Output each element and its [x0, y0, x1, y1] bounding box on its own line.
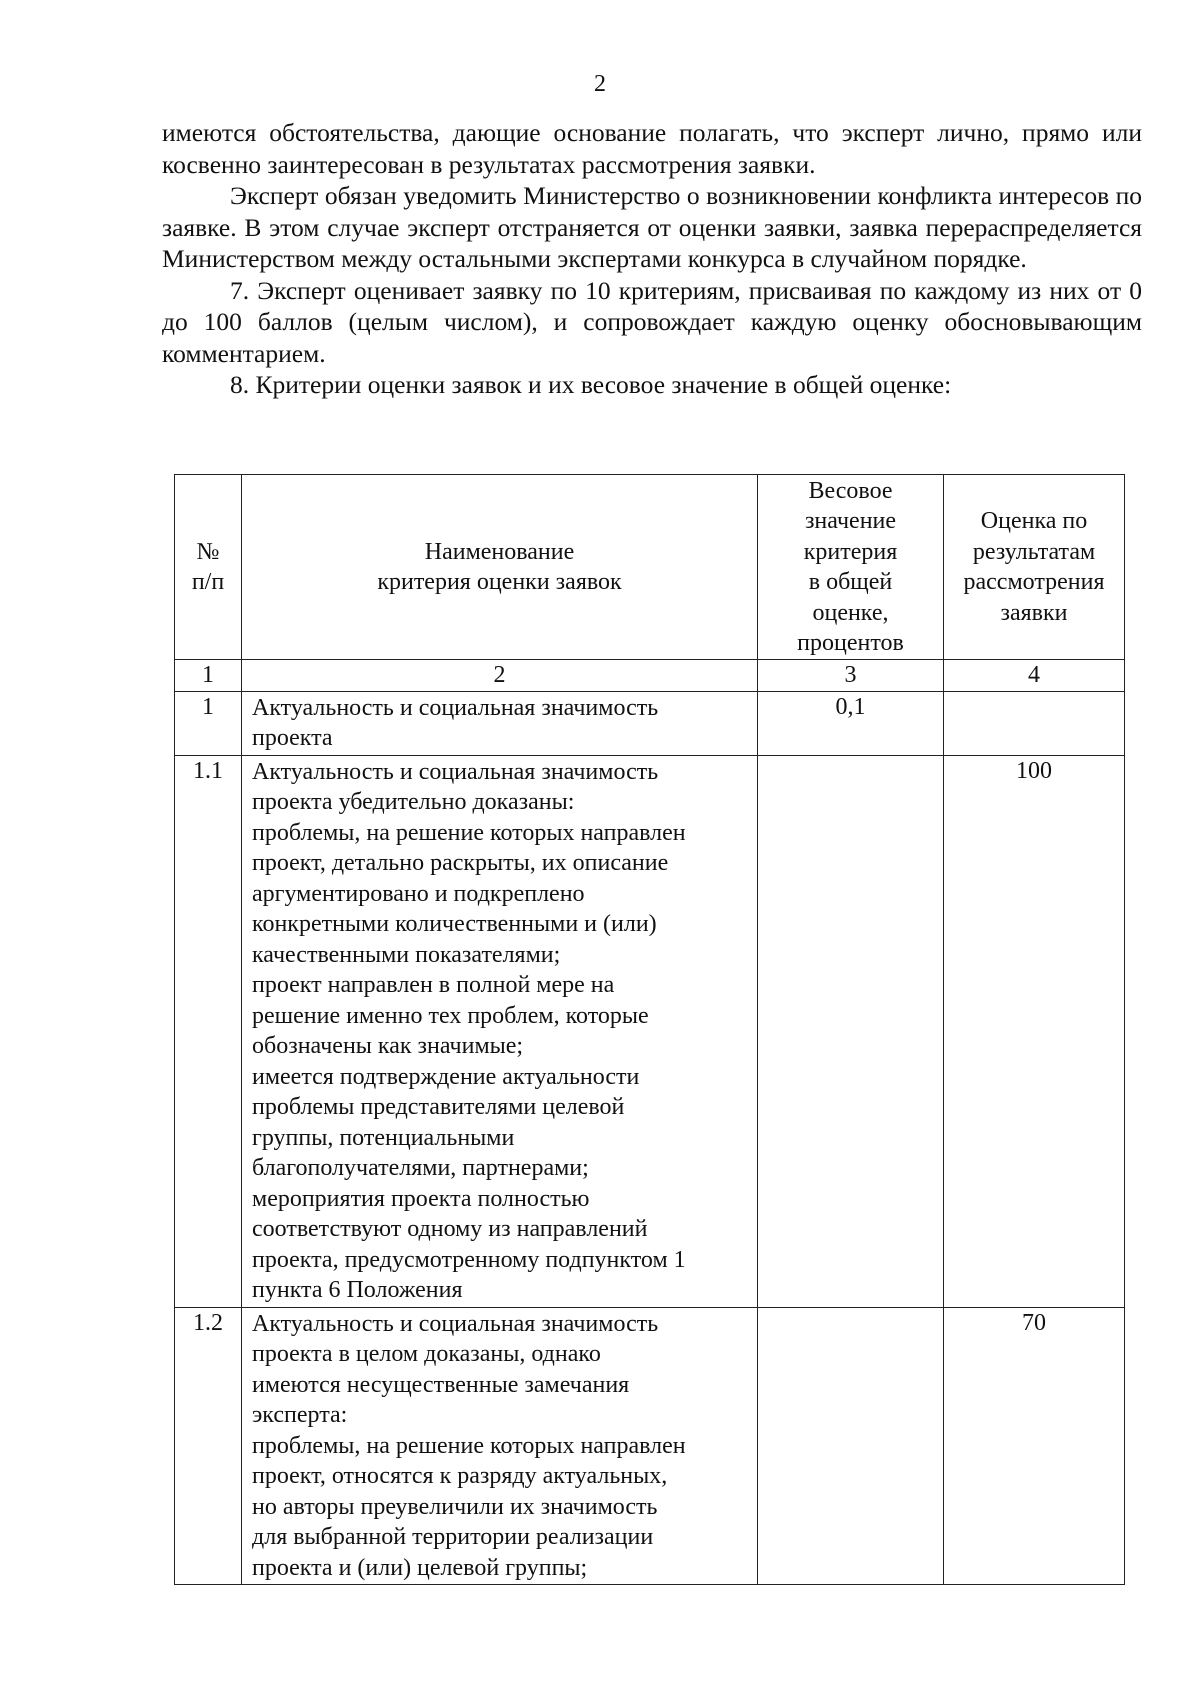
- header-weight-line: оценке,: [812, 599, 889, 626]
- criterion-score: [944, 691, 1125, 755]
- criterion-text-line: Актуальность и социальная значимость: [252, 1310, 659, 1337]
- criterion-text-line: благополучателями, партнерами;: [252, 1155, 589, 1181]
- criteria-body: [175, 691, 1125, 1585]
- criterion-name: [242, 691, 758, 755]
- criterion-text-line: проблемы, на решение которых направлен: [252, 819, 686, 846]
- header-weight-line: значение: [804, 508, 897, 534]
- criterion-score: 100: [944, 755, 1125, 1307]
- header-name: [242, 475, 758, 660]
- criterion-weight: [758, 1307, 944, 1585]
- header-num: [175, 475, 242, 660]
- criterion-text-line: проекта: [252, 725, 333, 751]
- column-number-row: [175, 660, 1125, 692]
- header-weight: [758, 475, 944, 660]
- criterion-text-line: проблемы представителями целевой: [252, 1094, 625, 1120]
- criterion-text-line: аргументировано и подкреплено: [252, 880, 585, 907]
- paragraph: имеются обстоятельства, дающие основание полагать, что эксперт лично, прямо или косвенно заинтересован в результатах рассмотрения заявки.: [162, 118, 1142, 179]
- criterion-text-line: проект, детально раскрыты, их описание: [252, 850, 669, 876]
- paragraph: Эксперт обязан уведомить Министерство о возникновении конфликта интересов по заявке. В этом случае эксперт отстраняется от оценки заявки, заявка перераспределяется Министерством между остальными экспертами конкурса в случайном порядке.: [162, 181, 1142, 273]
- header-weight-line: процентов: [797, 630, 904, 656]
- criterion-name: [242, 1307, 758, 1585]
- table-row: [175, 1307, 1125, 1585]
- header-name-line: Наименование: [424, 538, 575, 565]
- criterion-text-line: решение именно тех проблем, которые: [252, 1002, 649, 1029]
- header-score: [944, 475, 1125, 660]
- criterion-number: 1.1: [175, 755, 242, 1307]
- criterion-text-line: имеются несущественные замечания: [252, 1371, 630, 1398]
- table-row: [175, 691, 1125, 755]
- criterion-text-line: конкретными количественными и (или): [252, 911, 657, 937]
- criterion-weight: 0,1: [758, 691, 944, 755]
- column-number: 4: [944, 660, 1125, 692]
- header-score-line: рассмотрения: [963, 569, 1105, 595]
- criterion-text-line: обозначены как значимые;: [252, 1033, 524, 1059]
- paragraph: 8. Критерии оценки заявок и их весовое значение в общей оценке:: [230, 370, 952, 399]
- criterion-number: 1.2: [175, 1307, 242, 1585]
- column-number: 2: [242, 660, 758, 692]
- criterion-text-line: качественными показателями;: [252, 941, 561, 968]
- criterion-text-line: проекта убедительно доказаны:: [252, 789, 575, 815]
- criterion-text-line: проблемы, на решение которых направлен: [252, 1432, 686, 1459]
- header-weight-line: в общей: [808, 569, 893, 595]
- criterion-text-line: проект направлен в полной мере на: [252, 972, 615, 998]
- page-number: 2: [594, 71, 606, 97]
- header-num-line: п/п: [191, 569, 225, 595]
- criterion-text-line: проекта и (или) целевой группы;: [252, 1554, 588, 1581]
- criterion-text-line: соответствуют одному из направлений: [252, 1216, 648, 1242]
- criterion-text-line: пункта 6 Положения: [252, 1277, 463, 1303]
- header-name-line: критерия оценки заявок: [377, 569, 622, 595]
- criterion-number: 1: [175, 691, 242, 755]
- criterion-weight: [758, 755, 944, 1307]
- header-num-line: №: [196, 538, 220, 565]
- criterion-text-line: но авторы преувеличили их значимость: [252, 1493, 658, 1520]
- header-weight-line: Весовое: [808, 477, 893, 504]
- table-header-row: [175, 475, 1125, 660]
- header-score-line: результатам: [972, 538, 1096, 565]
- criterion-text-line: Актуальность и социальная значимость: [252, 758, 659, 785]
- criterion-text-line: эксперта:: [252, 1402, 348, 1428]
- header-weight-line: критерия: [803, 538, 898, 565]
- criterion-text-line: проекта, предусмотренному подпунктом 1: [252, 1246, 686, 1273]
- criterion-text-line: для выбранной территории реализации: [252, 1524, 654, 1550]
- criterion-text-line: мероприятия проекта полностью: [252, 1185, 590, 1212]
- table-row: [175, 755, 1125, 1307]
- header-score-line: Оценка по: [980, 508, 1088, 534]
- criterion-text-line: имеется подтверждение актуальности: [252, 1063, 640, 1090]
- criterion-text-line: проект, относятся к разряду актуальных,: [252, 1463, 668, 1489]
- body-text: [162, 117, 1142, 401]
- paragraph: 7. Эксперт оценивает заявку по 10 критериям, присваивая по каждому из них от 0 до 100 баллов (целым числом), и сопровождает каждую оценку обосновывающим комментарием.: [162, 275, 1142, 368]
- header-score-line: заявки: [1000, 599, 1068, 626]
- criteria-table: [174, 474, 1125, 1585]
- criterion-text-line: группы, потенциальными: [252, 1124, 515, 1151]
- criterion-name: [242, 755, 758, 1307]
- column-number: 1: [175, 660, 242, 692]
- column-number: 3: [758, 660, 944, 692]
- criterion-text-line: Актуальность и социальная значимость: [252, 694, 659, 721]
- criterion-text-line: проекта в целом доказаны, однако: [252, 1341, 601, 1367]
- criterion-score: 70: [944, 1307, 1125, 1585]
